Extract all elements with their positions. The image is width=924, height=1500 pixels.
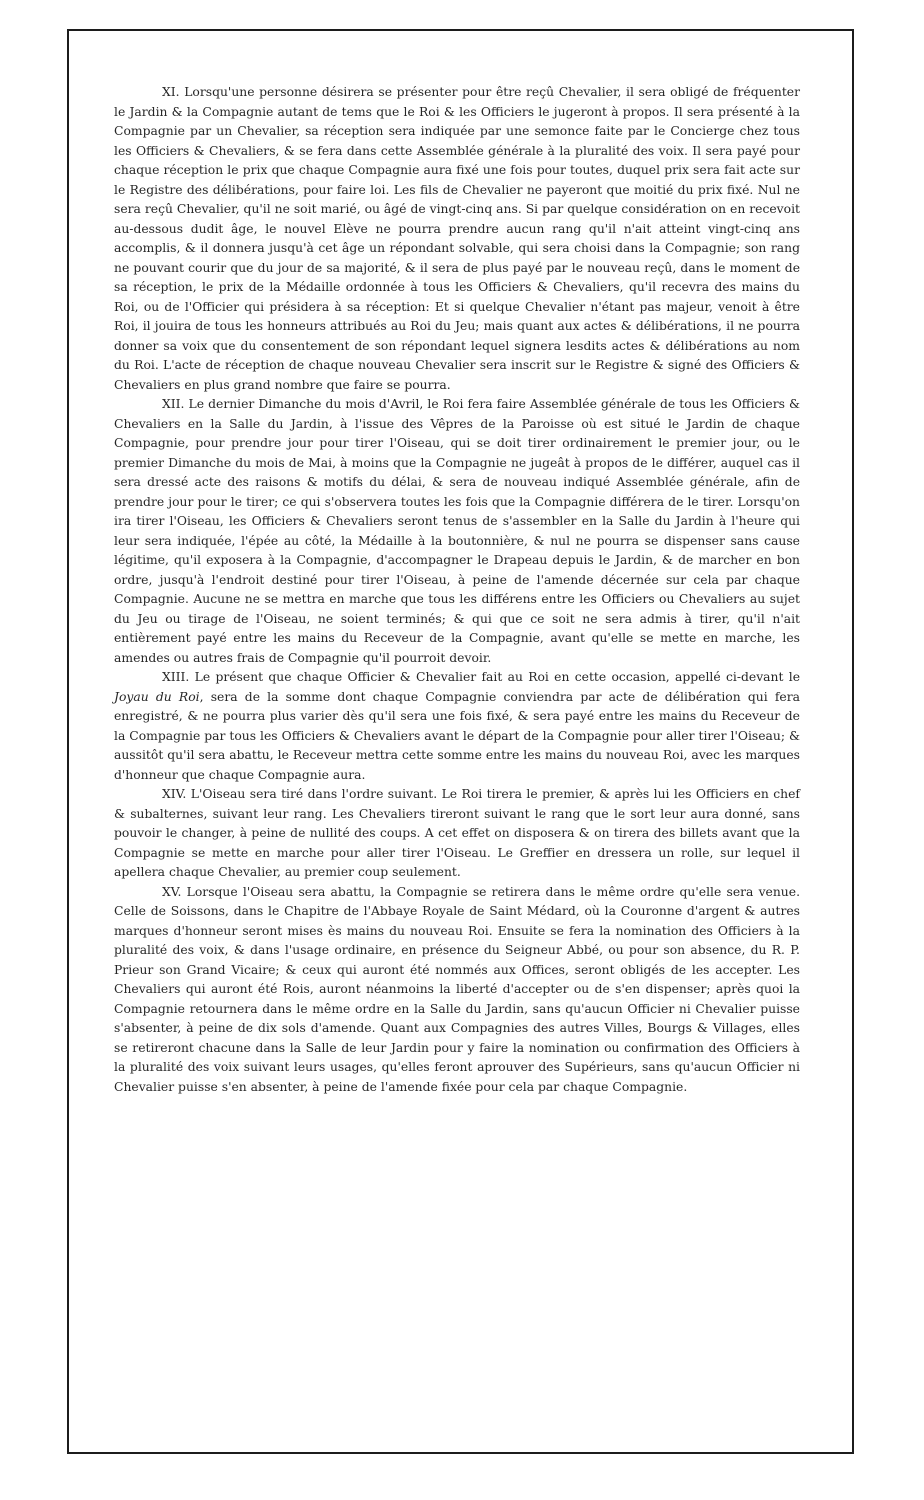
article-xv: XV. Lorsque l'Oiseau sera abattu, la Compagnie se retirera dans le même ordre qu'elle sera venue. Celle de Soissons, dans le Chapitre de l'Abbaye Royale de Saint Médard, où la Couronne d'argent & autres marques d'honneur seront mises ès mains du nouveau Roi. Ensuite se fera la nomination des Officiers à la pluralité des voix, & dans l'usage ordinaire, en présence du Seigneur Abbé, ou pour son absence, du R. P. Prieur son Grand Vicaire; & ceux qui auront été nommés aux Offices, seront obligés de les accepter. Les Chevaliers qui auront été Rois, auront néanmoins la liberté d'accepter ou de s'en dispenser; après quoi la Compagnie retournera dans le même ordre en la Salle du Jardin, sans qu'aucun Officier ni Chevalier puisse s'absenter, à peine de dix sols d'amende. Quant aux Compagnies des autres Villes, Bourgs & Villages, elles se retireront chacune dans la Salle de leur Jardin pour y faire la nomination ou confirmation des Officiers à la pluralité des voix suivant leurs usages, qu'elles feront aprouver des Supérieurs, sans qu'aucun Officier ni Chevalier puisse s'en absenter, à peine de l'amende fixée pour cela par chaque Compagnie. (114, 884, 800, 1094)
article-xiii-text-start: XIII. Le présent que chaque Officier & Chevalier fait au Roi en cette occasion, appellé ci-devant le (162, 670, 800, 684)
article-xiii-text-end: , sera de la somme dont chaque Compagnie conviendra par acte de délibération qui fera enregistré, & ne pourra plus varier dès qu'il sera une fois fixé, & sera payé entre les mains du Receveur de la Compagnie par tous les Officiers & Chevaliers avant le départ de la Compagnie pour aller tirer l'Oiseau; & aussitôt qu'il sera abattu, le Receveur mettra cette somme entre les mains du nouveau Roi, avec les marques d'honneur que chaque Compagnie aura. (114, 689, 800, 782)
article-xiv: XIV. L'Oiseau sera tiré dans l'ordre suivant. Le Roi tirera le premier, & après lui les Officiers en chef & subalternes, suivant leur rang. Les Chevaliers tireront suivant le rang que le sort leur aura donné, sans pouvoir le changer, à peine de nullité des coups. A cet effet on disposera & on tirera des billets avant que la Compagnie se mette en marche pour aller tirer l'Oiseau. Le Greffier en dressera un rolle, sur lequel il apellera chaque Chevalier, au premier coup seulement. (114, 787, 800, 879)
article-xi: XI. Lorsqu'une personne désirera se présenter pour être reçû Chevalier, il sera obligé de fréquenter le Jardin & la Compagnie autant de tems que le Roi & les Officiers le jugeront à propos. Il sera présenté à la Compagnie par un Chevalier, sa réception sera indiquée par une semonce faite par le Concierge chez tous les Officiers & Chevaliers, & se fera dans cette Assemblée générale à la pluralité des voix. Il sera payé pour chaque réception le prix que chaque Compagnie aura fixé une fois pour toutes, duquel prix sera fait acte sur le Registre des délibérations, pour faire loi. Les fils de Chevalier ne payeront que moitié du prix fixé. Nul ne sera reçû Chevalier, qu'il ne soit marié, ou âgé de vingt-cinq ans. Si par quelque considération on en recevoit au-dessous dudit âge, le nouvel Elève ne pourra prendre aucun rang qu'il n'ait atteint vingt-cinq ans accomplis, & il donnera jusqu'à cet âge un répondant solvable, qui sera choisi dans la Compagnie; son rang ne pouvant courir que du jour de sa majorité, & il sera de plus payé par le nouveau reçû, dans le moment de sa réception, le prix de la Médaille ordonnée à tous les Officiers & Chevaliers, qu'il recevra des mains du Roi, ou de l'Officier qui présidera à sa réception: Et si quelque Chevalier n'étant pas majeur, venoit à être Roi, il jouira de tous les honneurs attribués au Roi du Jeu; mais quant aux actes & délibérations, il ne pourra donner sa voix que du consentement de son répondant lequel signera lesdits actes & délibérations au nom du Roi. L'acte de réception de chaque nouveau Chevalier sera inscrit sur le Registre & signé des Officiers & Chevaliers en plus grand nombre que faire se pourra. (114, 85, 800, 392)
article-xii: XII. Le dernier Dimanche du mois d'Avril, le Roi fera faire Assemblée générale de tous les Officiers & Chevaliers en la Salle du Jardin, à l'issue des Vêpres de la Paroisse où est situé le Jardin de chaque Compagnie, pour prendre jour pour tirer l'Oiseau, qui se doit tirer ordinairement le premier jour, ou le premier Dimanche du mois de Mai, à moins que la Compagnie ne jugeât à propos de le différer, auquel cas il sera dressé acte des raisons & motifs du délai, & sera de nouveau indiqué Assemblée générale, afin de prendre jour pour le tirer; ce qui s'observera toutes les fois que la Compagnie différera de le tirer. Lorsqu'on ira tirer l'Oiseau, les Officiers & Chevaliers seront tenus de s'assembler en la Salle du Jardin à l'heure qui leur sera indiquée, l'épée au côté, la Médaille à la boutonnière, & nul ne pourra se dispenser sans cause légitime, qu'il exposera à la Compagnie, d'accompagner le Drapeau depuis le Jardin, & de marcher en bon ordre, jusqu'à l'endroit destiné pour tirer l'Oiseau, à peine de l'amende décernée sur cela par chaque Compagnie. Aucune ne se mettra en marche que tous les différens entre les Officiers ou Chevaliers au sujet du Jeu ou tirage de l'Oiseau, ne soient terminés; & qui que ce soit ne sera admis à tirer, qu'il n'ait entièrement payé entre les mains du Receveur de la Compagnie, avant qu'elle se mette en marche, les amendes ou autres frais de Compagnie qu'il pourroit devoir. (114, 397, 800, 665)
article-xiii (114, 668, 800, 785)
document-body (114, 83, 800, 1097)
article-xiii-italic-term: Joyau du Roi (114, 689, 200, 704)
